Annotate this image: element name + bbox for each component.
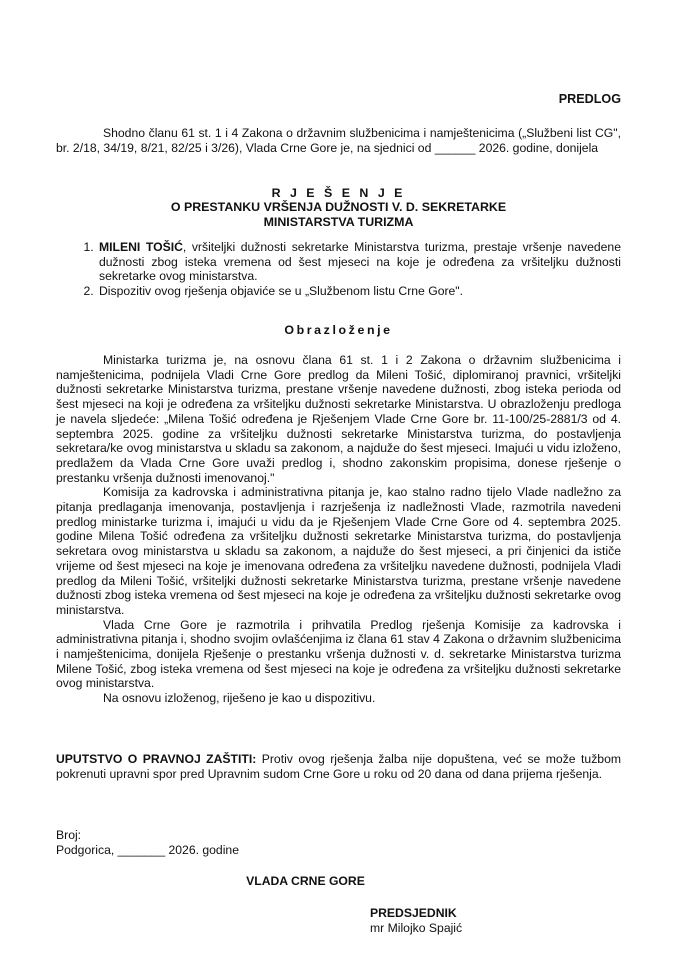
intro-paragraph: Shodno članu 61 st. 1 i 4 Zakona o državnim službenicima i namještenicima („Službeni list CG", br. 2/18, 34/19, 8/21, 82/25 i 3/26), Vlada Crne Gore je, na sjednici od ______ 2026. godine, donijela <box>56 126 621 155</box>
place-date: Podgorica, _______ 2026. godine <box>56 842 239 857</box>
signature-block <box>370 906 462 935</box>
body-paragraph: Komisija za kadrovska i administrativna pitanja je, kao stalno radno tijelo Vlade nadležno za pitanja predlaganja imenovanja, postavljenja i razrješenja iz nadležnosti Vlade, razmotrila navedeni predlog ministarke turizma i, imajući u vidu da je Rješenjem Vlade Crne Gore od 4. septembra 2025. godine Milena Tošić određena za vršiteljku dužnosti sekretarke Ministarstva turizma, do postavljenja sekretara ovog ministarstva u skladu sa zakonom, a najduže do šest mjeseci, a pri činjenici da ističe vrijeme od šest mjeseci na koje je imenovana određena za vršiteljku navedene dužnosti, podnijela Vladi predlog da Mileni Tošić, vršiteljki dužnosti sekretarke Ministarstva turizma, prestane vršenje navedene dužnosti zbog isteka vremena od šest mjeseci na koje je određena za vršiteljku dužnosti sekretarke ovog ministarstva. <box>56 485 621 617</box>
decision-title <box>56 186 621 229</box>
legal-remedy-heading: UPUTSTVO O PRAVNOJ ZAŠTITI: <box>56 752 257 766</box>
president-name: mr Milojko Spajić <box>370 920 463 935</box>
body-paragraph: Na osnovu izloženog, riješeno je kao u dispozitivu. <box>103 691 376 706</box>
body-paragraph: Vlada Crne Gore je razmotrila i prihvatila Predlog rješenja Komisije za kadrovska i administrativna pitanja i, shodno svojim ovlašćenjima iz člana 61 stav 4 Zakona o državnim službenicima i namještenicima, donijela Rješenje o prestanku vršenja dužnosti v. d. sekretarke Ministarstva turizma Milene Tošić, zbog isteka vremena od šest mjeseci na koje je određena za vršiteljku dužnosti sekretarke ovog ministarstva. <box>56 617 621 691</box>
list-item <box>97 284 621 299</box>
obrazlozenje-heading: Obrazloženje <box>284 323 393 337</box>
dispositive-list <box>56 240 621 299</box>
list-item <box>97 240 621 284</box>
title-line-2: O PRESTANKU VRŠENJA DUŽNOSTI V. D. SEKRETARKE <box>170 200 507 215</box>
reference-block <box>56 828 621 857</box>
list-item-bold: MILENI TOŠIĆ <box>99 240 183 254</box>
reference-number: Broj: <box>56 828 82 842</box>
title-line-1: R J E Š E N J E <box>271 186 406 200</box>
body-paragraph: Ministarka turizma je, na osnovu člana 61 st. 1 i 2 Zakona o državnim službenicima i namještenicima, podnijela Vladi Crne Gore predlog da Mileni Tošić, diplomiranoj pravnici, vršiteljki dužnosti sekretarke Ministarstva turizma, prestane vršenje navedene dužnosti, zbog isteka perioda od šest mjeseci na koji je određena za vršiteljku dužnosti sekretarke Ministarstva. U obrazloženju predloga je navela sljedeće: „Milena Tošić određena je Rješenjem Vlade Crne Gore br. 11-100/25-2881/3 od 4. septembra 2025. godine za vršiteljku dužnosti sekretarke Ministarstva turizma, do postavljenja sekretara/ke ovog ministarstva u skladu sa zakonom, a najduže do šest mjeseci. Imajući u vidu izloženo, predlažem da Vlada Crne Gore uvaži predlog i, shodno zakonskim propisima, donese rješenje o prestanku vršenja dužnosti imenovanoj." <box>56 353 621 485</box>
predlog-label: PREDLOG <box>558 92 621 106</box>
president-title: PREDSJEDNIK <box>370 906 457 920</box>
list-item-text: , vršiteljki dužnosti sekretarke Ministarstva turizma, prestaje vršenje navedene dužnosti zbog isteka vremena od šest mjeseci na koje je određena za vršiteljku dužnosti sekretarke ovog ministarstva. <box>99 240 621 284</box>
government-name: VLADA CRNE GORE <box>246 874 365 888</box>
title-line-3: MINISTARSTVA TURIZMA <box>263 214 414 229</box>
obrazlozenje-body <box>56 353 621 706</box>
list-item-text: Dispozitiv ovog rješenja objaviće se u „Službenom listu Crne Gore". <box>99 284 464 299</box>
legal-remedy-text: Protiv ovog rješenja žalba nije dopuštena, već se može tužbom pokrenuti upravni spor pred Upravnim sudom Crne Gore u roku od 20 dana od dana prijema rješenja. <box>56 752 621 781</box>
legal-remedy-notice <box>56 752 621 781</box>
